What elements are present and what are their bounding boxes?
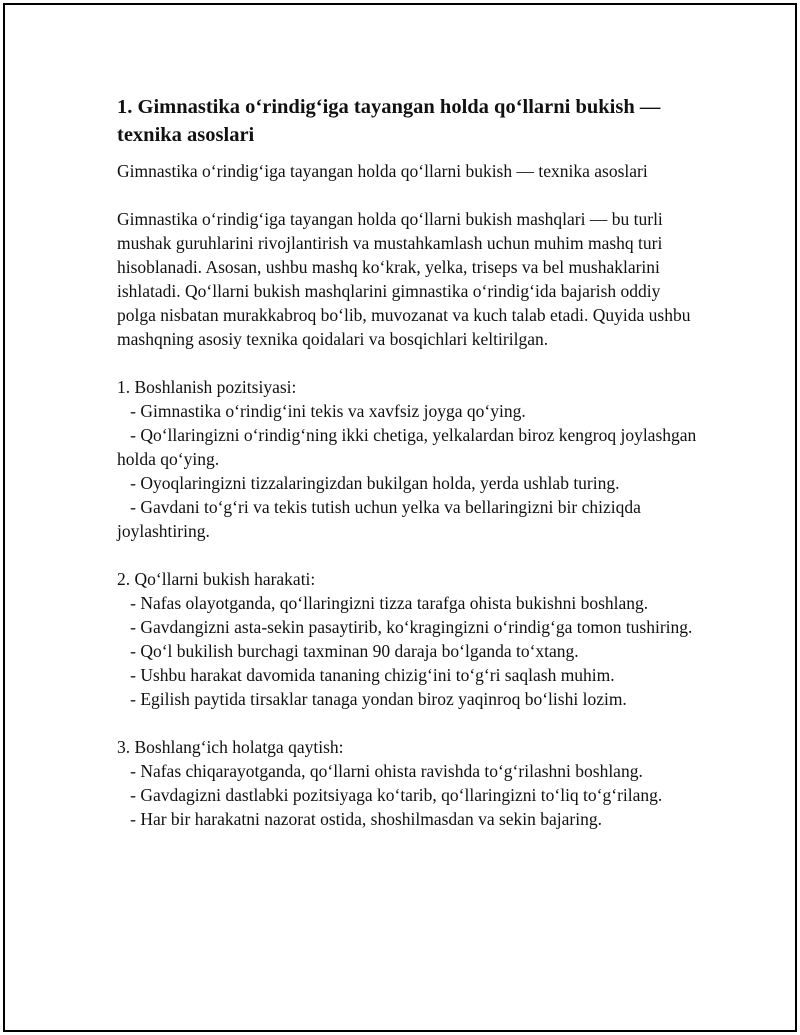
list-item: - Gavdangizni asta-sekin pasaytirib, ko‘kragingizni o‘rindig‘ga tomon tushiring. <box>117 617 693 637</box>
list-item: - Egilish paytida tirsaklar tanaga yondan biroz yaqinroq bo‘lishi lozim. <box>117 689 627 709</box>
section-starting-position <box>117 375 701 543</box>
list-item: - Ushbu harakat davomida tananing chizig‘ini to‘g‘ri saqlash muhim. <box>117 665 615 685</box>
document-subtitle: Gimnastika o‘rindig‘iga tayangan holda qo‘llarni bukish — texnika asoslari <box>117 161 648 181</box>
list-item: - Qo‘llaringizni o‘rindig‘ning ikki chetiga, yelkalardan biroz kengroq joylashgan holda qo‘ying. <box>117 425 701 469</box>
section-return-position <box>117 735 697 831</box>
section-bending-movement <box>117 567 697 711</box>
list-item: - Qo‘l bukilish burchagi taxminan 90 daraja bo‘lganda to‘xtang. <box>117 641 579 661</box>
document-body <box>117 93 701 855</box>
list-item: - Gavdani to‘g‘ri va tekis tutish uchun yelka va bellaringizni bir chiziqda joylashtiring. <box>117 497 646 541</box>
list-item: - Har bir harakatni nazorat ostida, shoshilmasdan va sekin bajaring. <box>117 809 602 829</box>
section-title: 1. Boshlanish pozitsiyasi: <box>117 377 297 397</box>
list-item: - Nafas chiqarayotganda, qo‘llarni ohista ravishda to‘g‘rilashni boshlang. <box>117 761 643 781</box>
section-title: 3. Boshlang‘ich holatga qaytish: <box>117 737 344 757</box>
document-heading: 1. Gimnastika o‘rindig‘iga tayangan holda qo‘llarni bukish — texnika asoslari <box>117 96 661 146</box>
list-item: - Nafas olayotganda, qo‘llaringizni tizza tarafga ohista bukishni boshlang. <box>117 593 649 613</box>
list-item: - Oyoqlaringizni tizzalaringizdan bukilgan holda, yerda ushlab turing. <box>117 473 620 493</box>
list-item: - Gimnastika o‘rindig‘ini tekis va xavfsiz joyga qo‘ying. <box>117 401 526 421</box>
section-title: 2. Qo‘llarni bukish harakati: <box>117 569 316 589</box>
list-item: - Gavdagizni dastlabki pozitsiyaga ko‘tarib, qo‘llaringizni to‘liq to‘g‘rilang. <box>117 785 663 805</box>
intro-paragraph: Gimnastika o‘rindig‘iga tayangan holda qo‘llarni bukish mashqlari — bu turli mushak guruhlarini rivojlantirish va mustahkamlash uchun muhim mashq turi hisoblanadi. Asosan, ushbu mashq ko‘krak, yelka, triseps va bel mushaklarini ishlatadi. Qo‘llarni bukish mashqlarini gimnastika o‘rindig‘ida bajarish oddiy polga nisbatan murakkabroq bo‘lib, muvozanat va kuch talab etadi. Quyida ushbu mashqning asosiy texnika qoidalari va bosqichlari keltirilgan. <box>117 209 691 349</box>
